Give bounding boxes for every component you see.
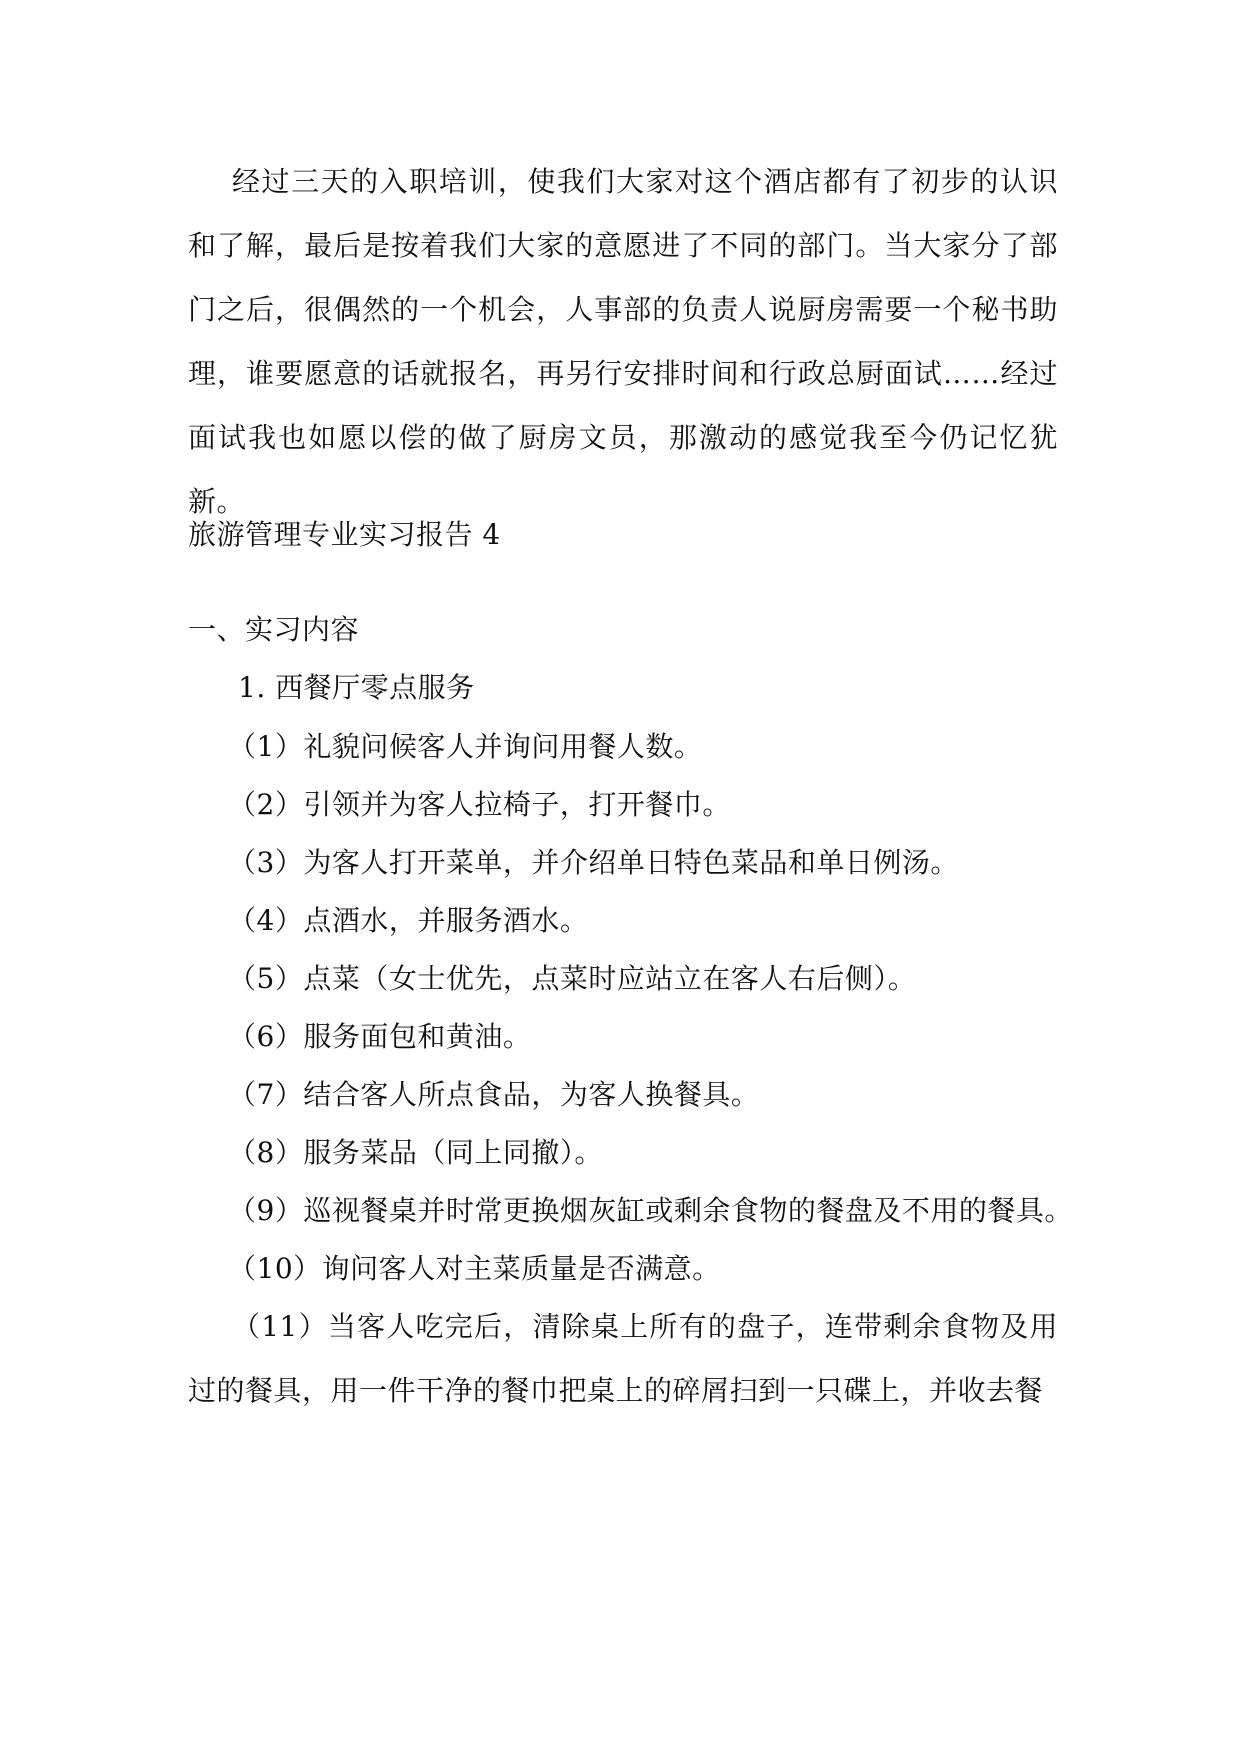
list-item: （2）引领并为客人拉椅子，打开餐巾。 (228, 788, 731, 821)
list-item: （4）点酒水，并服务酒水。 (228, 904, 589, 937)
list-item: （5）点菜（女士优先，点菜时应站立在客人右后侧）。 (228, 962, 917, 995)
list-item: （1）礼貌问候客人并询问用餐人数。 (228, 730, 703, 763)
list-item: （6）服务面包和黄油。 (228, 1020, 532, 1053)
section-heading: 一、实习内容 (188, 613, 360, 646)
report-title: 旅游管理专业实习报告 4 (188, 518, 501, 551)
subsection-heading: 1. 西餐厅零点服务 (238, 671, 475, 704)
list-item: （8）服务菜品（同上同撤）。 (228, 1136, 603, 1169)
list-item: （3）为客人打开菜单，并介绍单日特色菜品和单日例汤。 (228, 846, 959, 879)
list-item: （9）巡视餐桌并时常更换烟灰缸或剩余食物的餐盘及不用的餐具。 (228, 1194, 1073, 1227)
list-item: （10）询问客人对主菜质量是否满意。 (228, 1252, 721, 1285)
intro-paragraph: 经过三天的入职培训，使我们大家对这个酒店都有了初步的认识和了解，最后是按着我们大家的意愿进了不同的部门。当大家分了部门之后，很偶然的一个机会，人事部的负责人说厨房需要一个秘书助理，谁要愿意的话就报名，再另行安排时间和行政总厨面试……经过面试我也如愿以偿的做了厨房文员，那激动的感觉我至今仍记忆犹新。 (188, 165, 1058, 518)
list-item: （7）结合客人所点食品，为客人换餐具。 (228, 1078, 760, 1111)
final-paragraph: （11）当客人吃完后，清除桌上所有的盘子，连带剩余食物及用过的餐具，用一件干净的餐巾把桌上的碎屑扫到一只碟上，并收去餐 (188, 1310, 1058, 1407)
